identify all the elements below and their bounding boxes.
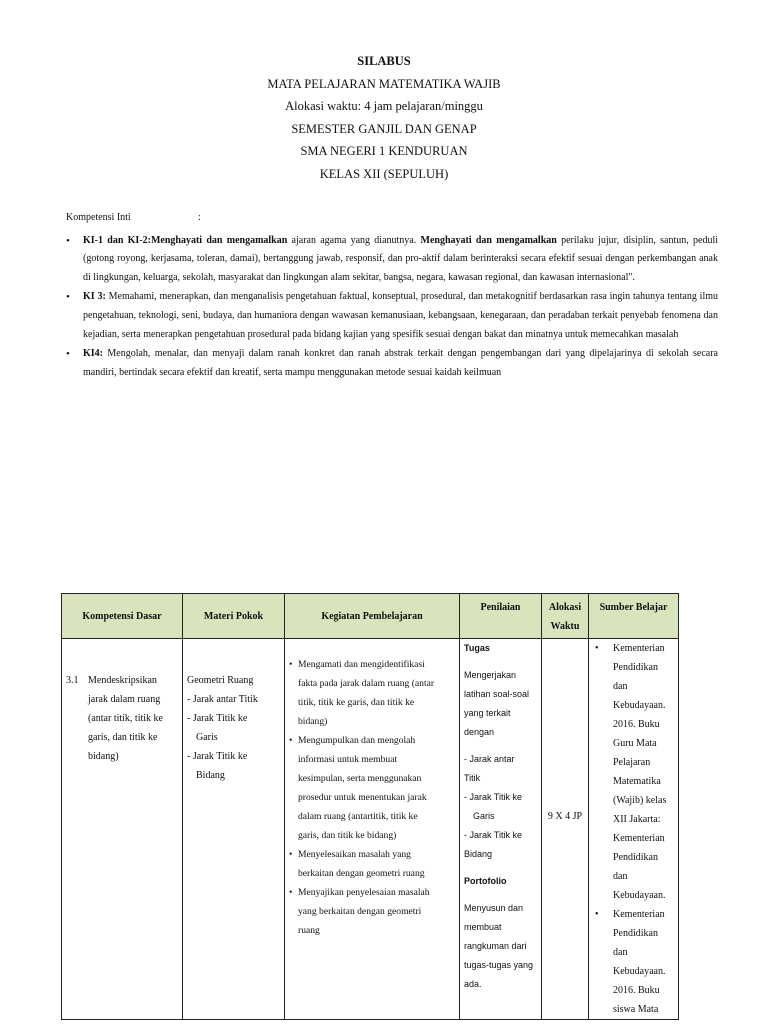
sumber-line: (Wajib) kelas <box>613 795 667 806</box>
sumber-item-1 <box>593 639 676 905</box>
kegiatan-item-3 <box>289 845 453 883</box>
kegiatan-line: bidang) <box>298 716 328 727</box>
bullet-icon: • <box>289 735 293 746</box>
school-line: SMA NEGERI 1 KENDURUAN <box>300 144 468 158</box>
kompetensi-inti-list <box>66 232 718 383</box>
sumber-line: Kementerian <box>613 643 665 654</box>
penilaian-line: yang terkait <box>464 708 511 718</box>
semester-line: SEMESTER GANJIL DAN GENAP <box>291 121 477 136</box>
kd-line: bidang) <box>88 751 119 762</box>
penilaian-line: membuat <box>464 922 502 932</box>
sumber-line: 2016. Buku <box>613 985 660 996</box>
sumber-line: Pendidikan <box>613 662 658 673</box>
sumber-line: dan <box>613 947 628 958</box>
kd-number: 3.1 <box>66 675 79 686</box>
sumber-line: Pendidikan <box>613 852 658 863</box>
kegiatan-line: Mengamati dan mengidentifikasi <box>298 659 425 670</box>
ki-item-3 <box>66 288 718 344</box>
kompetensi-inti-label: Kompetensi Inti <box>66 212 131 223</box>
penilaian-line: - Jarak antar <box>464 754 515 764</box>
bullet-icon: • <box>66 348 70 361</box>
table-header-row <box>62 594 679 639</box>
ki-item-4 <box>66 345 718 382</box>
sumber-line: Guru Mata <box>613 738 657 749</box>
spacer <box>464 864 537 872</box>
kegiatan-line: titik, titik ke garis, dan titik ke <box>298 697 415 708</box>
kegiatan-line: berkaitan dengan geometri ruang <box>298 868 425 879</box>
materi-line: Garis <box>196 732 218 743</box>
penilaian-line: - Jarak Titik ke <box>464 792 523 802</box>
kegiatan-line: Menyajikan penyelesaian masalah <box>298 887 430 898</box>
cell-alokasi-waktu <box>542 639 589 1020</box>
header-materi-pokok: Materi Pokok <box>183 594 285 639</box>
cell-materi-pokok <box>183 639 285 1020</box>
header-penilaian: Penilaian <box>460 594 542 639</box>
sumber-line: Kebudayaan. <box>613 890 666 901</box>
materi-line: - Jarak Titik ke <box>187 713 248 724</box>
bullet-icon: • <box>289 887 293 898</box>
penilaian-line: Garis <box>473 811 495 821</box>
penilaian-line: - Jarak Titik ke <box>464 830 523 840</box>
spacer <box>464 658 537 666</box>
penilaian-line: Mengerjakan <box>464 670 517 680</box>
materi-line: - Jarak antar Titik <box>187 694 258 705</box>
bullet-icon: • <box>289 659 293 670</box>
sumber-line: siswa Mata <box>613 1004 659 1015</box>
sumber-line: Kebudayaan. <box>613 966 666 977</box>
time-allocation-line: Alokasi waktu: 4 jam pelajaran/minggu <box>285 99 483 113</box>
sumber-line: Kementerian <box>613 909 665 920</box>
penilaian-line: rangkuman dari <box>464 941 527 951</box>
kegiatan-line: prosedur untuk menentukan jarak <box>298 792 427 803</box>
penilaian-line: Titik <box>464 773 481 783</box>
kegiatan-line: yang berkaitan dengan geometri <box>298 906 422 917</box>
ki-item-1-bold-a: KI-1 dan KI-2:Menghayati dan mengamalkan <box>83 234 288 246</box>
sumber-line: Pendidikan <box>613 928 658 939</box>
ki-item-1-bold-b: Menghayati dan mengamalkan <box>420 234 557 246</box>
bullet-icon: • <box>66 291 70 304</box>
table-row <box>62 639 679 1020</box>
syllabus-table-wrapper <box>61 593 679 1020</box>
penilaian-line: dengan <box>464 727 495 737</box>
sumber-line: 2016. Buku <box>613 719 660 730</box>
sumber-content <box>589 639 678 1019</box>
materi-line: Bidang <box>196 770 225 781</box>
kd-line: jarak dalam ruang <box>88 694 161 705</box>
header-alokasi-waktu <box>542 594 589 639</box>
materi-title: Geometri Ruang <box>187 675 254 686</box>
ki-item-1-text-a: ajaran agama yang dianutnya. <box>287 234 421 246</box>
kegiatan-line: kesimpulan, serta menggunakan <box>298 773 422 784</box>
subject-line: MATA PELAJARAN MATEMATIKA WAJIB <box>267 76 501 91</box>
penilaian-line: tugas-tugas yang <box>464 960 534 970</box>
ki-item-4-text: Mengolah, menalar, dan menyaji dalam ranah konkret dan ranah abstrak terkait dengan pengembangan dari yang dipelajarinya di sekolah secara mandiri, bertindak secara efektif dan kreatif, serta mampu menggunakan metode sesuai kaidah keilmuan <box>83 348 718 378</box>
ki-item-4-bold: KI4: <box>83 348 103 360</box>
sumber-line: dan <box>613 681 628 692</box>
cell-kompetensi-dasar <box>62 639 183 1020</box>
kegiatan-line: informasi untuk membuat <box>298 754 398 765</box>
sumber-line: Kementerian <box>613 833 665 844</box>
header-sumber-belajar: Sumber Belajar <box>589 594 679 639</box>
penilaian-line: Bidang <box>464 849 493 859</box>
kegiatan-line: Menyelesaikan masalah yang <box>298 849 411 860</box>
materi-content <box>183 639 284 785</box>
materi-line: - Jarak Titik ke <box>187 751 248 762</box>
kompetensi-inti-heading <box>66 209 718 228</box>
kd-line: Mendeskripsikan <box>88 675 157 686</box>
penilaian-heading-tugas: Tugas <box>464 643 490 653</box>
document-header <box>0 50 768 185</box>
bullet-icon: • <box>595 909 599 920</box>
ki-item-3-text: Memahami, menerapkan, dan menganalisis pengetahuan faktual, konseptual, prosedural, dan metakognitif berdasarkan rasa ingin tahunya tentang ilmu pengetahuan, teknologi, seni, budaya, dan humaniora dengan wawasan kemanusiaan, kebangsaan, kenegaraan, dan peradaban terkait penyebab fenomena dan kejadian, serta menerapkan pengetahuan prosedural pada bidang kajian yang spesifik sesuai dengan bakat dan minatnya untuk memecahkan masalah <box>83 291 718 340</box>
kompetensi-inti-section <box>66 209 718 383</box>
penilaian-heading-portofolio: Portofolio <box>464 876 507 886</box>
bullet-icon: • <box>595 643 599 654</box>
kegiatan-line: fakta pada jarak dalam ruang (antar <box>298 678 435 689</box>
kompetensi-inti-colon: : <box>198 212 201 223</box>
penilaian-content <box>460 639 541 994</box>
alokasi-value: 9 X 4 JP <box>547 811 583 822</box>
sumber-item-2 <box>593 905 676 1019</box>
kd-line: garis, dan titik ke <box>88 732 158 743</box>
class-line: KELAS XII (SEPULUH) <box>319 166 449 181</box>
cell-kegiatan-pembelajaran <box>285 639 460 1020</box>
kegiatan-content <box>285 639 459 940</box>
sumber-line: Pelajaran <box>613 757 651 768</box>
kegiatan-line: dalam ruang (antartitik, titik ke <box>298 811 418 822</box>
penilaian-line: ada. <box>464 979 482 989</box>
sumber-line: dan <box>613 871 628 882</box>
spacer <box>464 742 537 750</box>
kd-line: (antar titik, titik ke <box>88 713 163 724</box>
kegiatan-item-2 <box>289 731 453 845</box>
kd-content <box>62 639 182 766</box>
header-alokasi-line-2: Waktu <box>550 621 580 632</box>
bullet-icon: • <box>289 849 293 860</box>
bullet-icon: • <box>66 234 70 247</box>
ki-item-1-text-b: perilaku jujur, disiplin, santun, peduli (gotong royong, kerjasama, toleran, damai), bertanggung jawab, responsif, dan pro-aktif dalam berinteraksi secara efektif sesuai dengan perkembangan anak di lingkungan, keluarga, sekolah, masyarakat dan lingkungan alam sekitar, bangsa, negara, kawasan regional, dan kawasan internasional". <box>83 234 718 283</box>
cell-sumber-belajar <box>589 639 679 1020</box>
ki-item-3-bold: KI 3: <box>83 291 106 303</box>
header-alokasi-line-1: Alokasi <box>548 602 582 613</box>
spacer <box>464 891 537 899</box>
penilaian-line: latihan soal-soal <box>464 689 530 699</box>
ki-item-1 <box>66 232 718 288</box>
kegiatan-line: Mengumpulkan dan mengolah <box>298 735 416 746</box>
syllabus-table <box>61 593 679 1020</box>
kd-text <box>88 671 163 766</box>
header-kompetensi-dasar: Kompetensi Dasar <box>62 594 183 639</box>
sumber-line: Matematika <box>613 776 661 787</box>
kegiatan-line: ruang <box>298 925 320 936</box>
penilaian-line: Menyusun dan <box>464 903 524 913</box>
sumber-line: XII Jakarta: <box>613 814 661 825</box>
sumber-line: Kebudayaan. <box>613 700 666 711</box>
kegiatan-line: garis, dan titik ke bidang) <box>298 830 397 841</box>
document-title: SILABUS <box>357 54 411 68</box>
cell-penilaian <box>460 639 542 1020</box>
header-kegiatan-pembelajaran: Kegiatan Pembelajaran <box>285 594 460 639</box>
kegiatan-item-4 <box>289 883 453 940</box>
kegiatan-item-1 <box>289 655 453 731</box>
